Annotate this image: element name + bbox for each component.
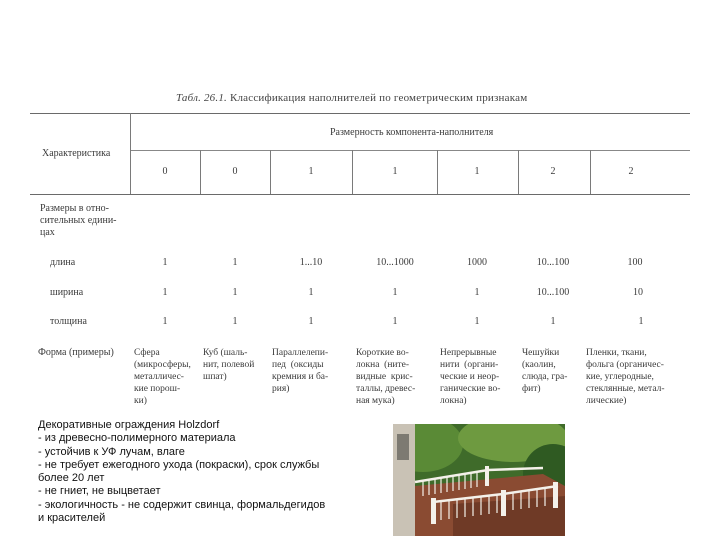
- row-label-width: ширина: [50, 287, 84, 298]
- form-cell: Сфера (микросферы, металличес- кие порош- ки): [134, 348, 191, 406]
- header-group: Размерность компонента-наполнителя: [330, 127, 494, 138]
- caption-number: Табл. 26.1.: [176, 92, 227, 104]
- description-line: и красителей: [38, 512, 106, 525]
- table-cell: 10...1000: [376, 257, 414, 268]
- form-cell: Короткие во- локна (нитe- видные крис- таллы, древес- ная мука): [356, 348, 416, 406]
- table-cell: 1: [474, 287, 480, 298]
- size-label: Размеры в отно-: [40, 203, 109, 214]
- house-window: [397, 434, 409, 460]
- description-line: - не гниет, не выцветает: [38, 485, 161, 498]
- size-label: цах: [40, 227, 55, 238]
- dimension-value: 2: [628, 166, 634, 177]
- row-label-length: длина: [50, 257, 76, 268]
- table-cell: 10...100: [536, 287, 570, 298]
- product-description: [38, 419, 383, 525]
- table-cell: 1: [474, 316, 480, 327]
- size-label: сительных едини-: [40, 215, 117, 226]
- description-line: - экологичность - не содержит свинца, формальдегидов: [38, 498, 326, 511]
- table-cell: 10: [633, 287, 643, 298]
- table-cell: 1: [392, 287, 398, 298]
- form-cell: Непрерывные нити (оргaни- ческие и неор- ганические во- локна): [440, 348, 501, 406]
- header-characteristic: Характеристика: [42, 148, 111, 159]
- table-col-divider-4: [437, 150, 438, 194]
- form-cell: Куб (шаль- нит, полевой шпат): [203, 348, 255, 382]
- form-cell: Параллелепи- пед (оксиды кремния и ба- рия): [272, 348, 329, 394]
- dimension-value: 1: [474, 166, 480, 177]
- table-col-divider-2: [270, 150, 271, 194]
- table-caption: [176, 92, 527, 104]
- table-cell: 100: [627, 257, 643, 268]
- dimension-value: 0: [232, 166, 238, 177]
- table-rule-header-mid: [130, 150, 690, 151]
- dimension-value: 2: [550, 166, 556, 177]
- table-cell: 1: [232, 257, 238, 268]
- table-cell: 1: [308, 287, 314, 298]
- table-rule-header-bottom: [30, 194, 690, 195]
- deck-railing-illustration: [393, 424, 565, 536]
- dimension-value: 0: [162, 166, 168, 177]
- description-line: - из древесно-полимерного материала: [38, 432, 236, 445]
- description-line: более 20 лет: [38, 472, 105, 485]
- description-title: Декоративные ограждения Holzdorf: [38, 419, 220, 431]
- table-cell: 1: [392, 316, 398, 327]
- table-cell: 1: [232, 287, 238, 298]
- dimension-value: 1: [392, 166, 398, 177]
- table-rule-top: [30, 113, 690, 114]
- row-label-form: Форма (примеры): [38, 347, 114, 358]
- table-cell: 1000: [467, 257, 487, 268]
- table-cell: 1: [232, 316, 238, 327]
- table-col-divider-6: [590, 150, 591, 194]
- table-cell: 1: [162, 287, 168, 298]
- description-line: - не требует ежегодного ухода (покраски), срок службы: [38, 458, 320, 471]
- table-cell: 1: [162, 257, 168, 268]
- deck-railing-photo: [393, 424, 565, 536]
- table-rule-left: [130, 113, 131, 194]
- row-label-thickness: толщина: [50, 316, 87, 327]
- caption-title: Классификация наполнителей по геометрическим признакам: [229, 92, 528, 104]
- table-cell: 1...10: [299, 257, 323, 268]
- dimension-value: 1: [308, 166, 314, 177]
- description-line: - устойчив к УФ лучам, влаге: [38, 445, 185, 458]
- table-cell: 1: [550, 316, 556, 327]
- table-col-divider-3: [352, 150, 353, 194]
- table-cell: 1: [638, 316, 644, 327]
- form-cell: Пленки, ткани, фольга (органичес- кие, углеродные, стеклянные, метал- лические): [586, 348, 665, 406]
- form-cell: Чешуйки (каолин, слюда, гра- фит): [522, 348, 568, 394]
- table-cell: 10...100: [536, 257, 570, 268]
- table-cell: 1: [308, 316, 314, 327]
- table-cell: 1: [162, 316, 168, 327]
